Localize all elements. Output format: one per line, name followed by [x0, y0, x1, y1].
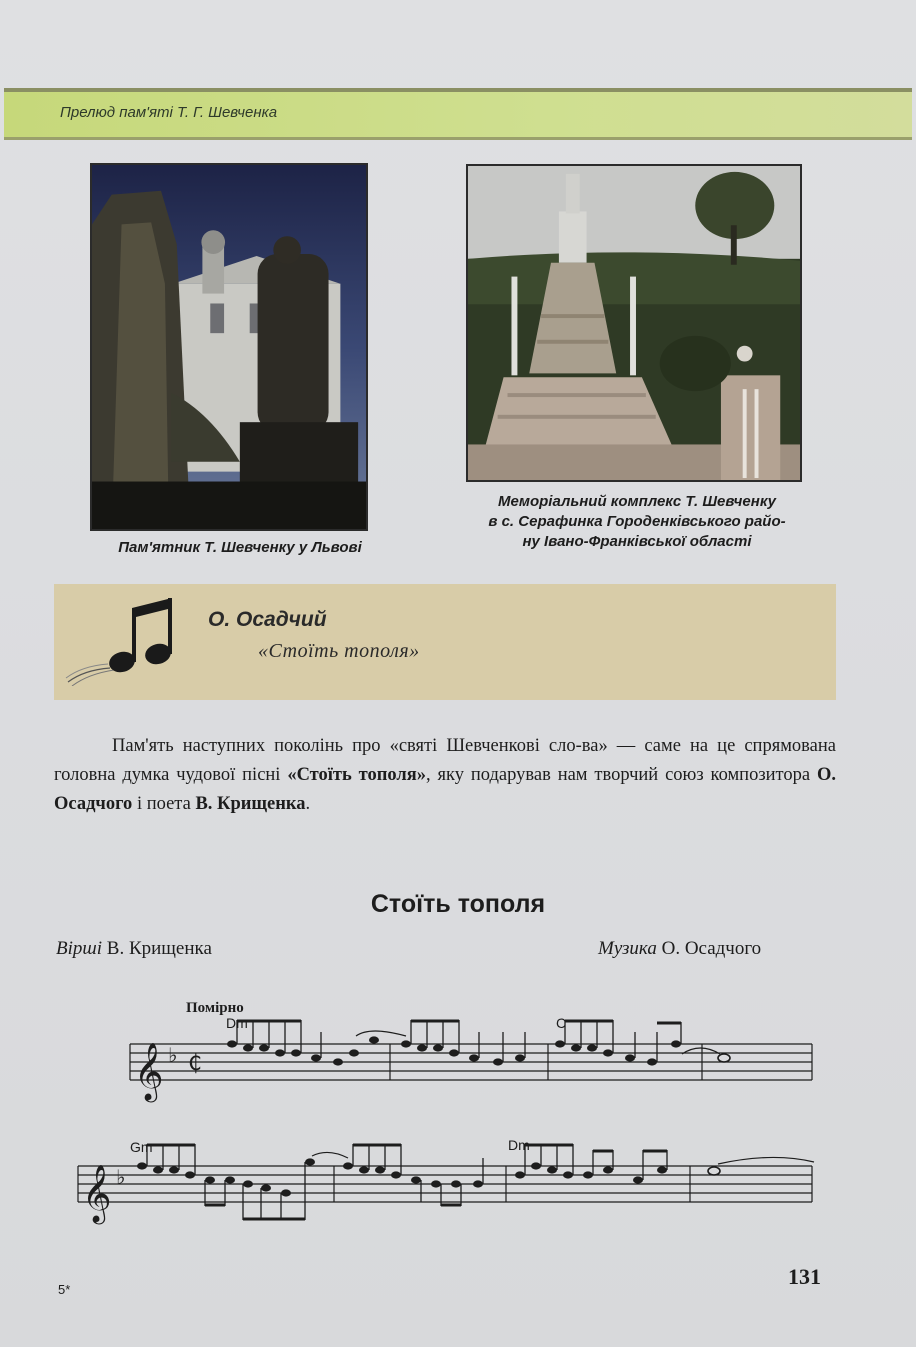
memorial-caption-line3: ну Івано-Франківської області — [522, 533, 752, 550]
monument-caption: Пам'ятник Т. Шевченку у Львові — [118, 539, 362, 556]
body-paragraph — [54, 732, 836, 819]
lyrics-credit — [56, 938, 212, 960]
chord-c: C — [556, 1015, 567, 1031]
body-bold-song: «Стоїть тополя» — [287, 765, 427, 785]
monument-photo — [90, 163, 368, 531]
song-heading-block — [54, 584, 836, 700]
body-bold-poet: В. Крищенка — [195, 794, 306, 814]
body-text-2: , яку подарував нам творчий союз композитора — [426, 765, 817, 785]
body-text-1: Пам'ять наступних поколінь про «святі Шевченкові сло-ва» — саме на це спрямована головна думка чудової пісні — [54, 736, 836, 785]
treble-clef-icon: 𝄞 — [134, 1042, 164, 1100]
music-label: Музика — [598, 938, 657, 959]
music-staff-2 — [72, 1136, 822, 1232]
monument-photo-image — [92, 165, 366, 529]
printer-signature: 5* — [58, 1282, 71, 1297]
chord-gm: Gm — [130, 1139, 153, 1155]
memorial-caption — [432, 492, 842, 552]
lyrics-author: В. Крищенка — [106, 938, 212, 959]
header-band — [4, 88, 912, 140]
memorial-photo-image — [468, 166, 800, 480]
chord-dm: Dm — [226, 1015, 248, 1031]
music-credit — [598, 938, 761, 960]
music-author: О. Осадчого — [661, 938, 762, 959]
chord-dm-2: Dm — [508, 1137, 530, 1153]
memorial-caption-line1: Меморіальний комплекс Т. Шевченку — [498, 493, 776, 510]
time-signature-icon: ₵ — [188, 1051, 202, 1076]
page-number: 131 — [788, 1264, 821, 1289]
memorial-caption-line2: в с. Серафинка Городенківського райо- — [488, 513, 786, 530]
treble-clef-icon-2: 𝄞 — [82, 1164, 112, 1222]
flat-sign-icon-2: ♭ — [116, 1165, 126, 1189]
body-text-3: і поета — [132, 794, 196, 814]
music-note-icon — [64, 590, 174, 686]
lyrics-label: Вірші — [56, 938, 103, 959]
body-text-4: . — [305, 794, 311, 814]
score-title: Стоїть тополя — [370, 890, 546, 918]
body-bold-composer: О. Осадчого — [54, 765, 836, 814]
music-staff-1 — [120, 996, 820, 1114]
song-name: «Стоїть тополя» — [258, 640, 420, 662]
header-title: Прелюд пам'яті Т. Г. Шевченка — [60, 104, 278, 121]
flat-sign-icon: ♭ — [168, 1043, 178, 1067]
song-author: О. Осадчий — [208, 608, 327, 631]
tempo-marking: Помірно — [186, 1000, 244, 1016]
memorial-photo — [466, 164, 802, 482]
